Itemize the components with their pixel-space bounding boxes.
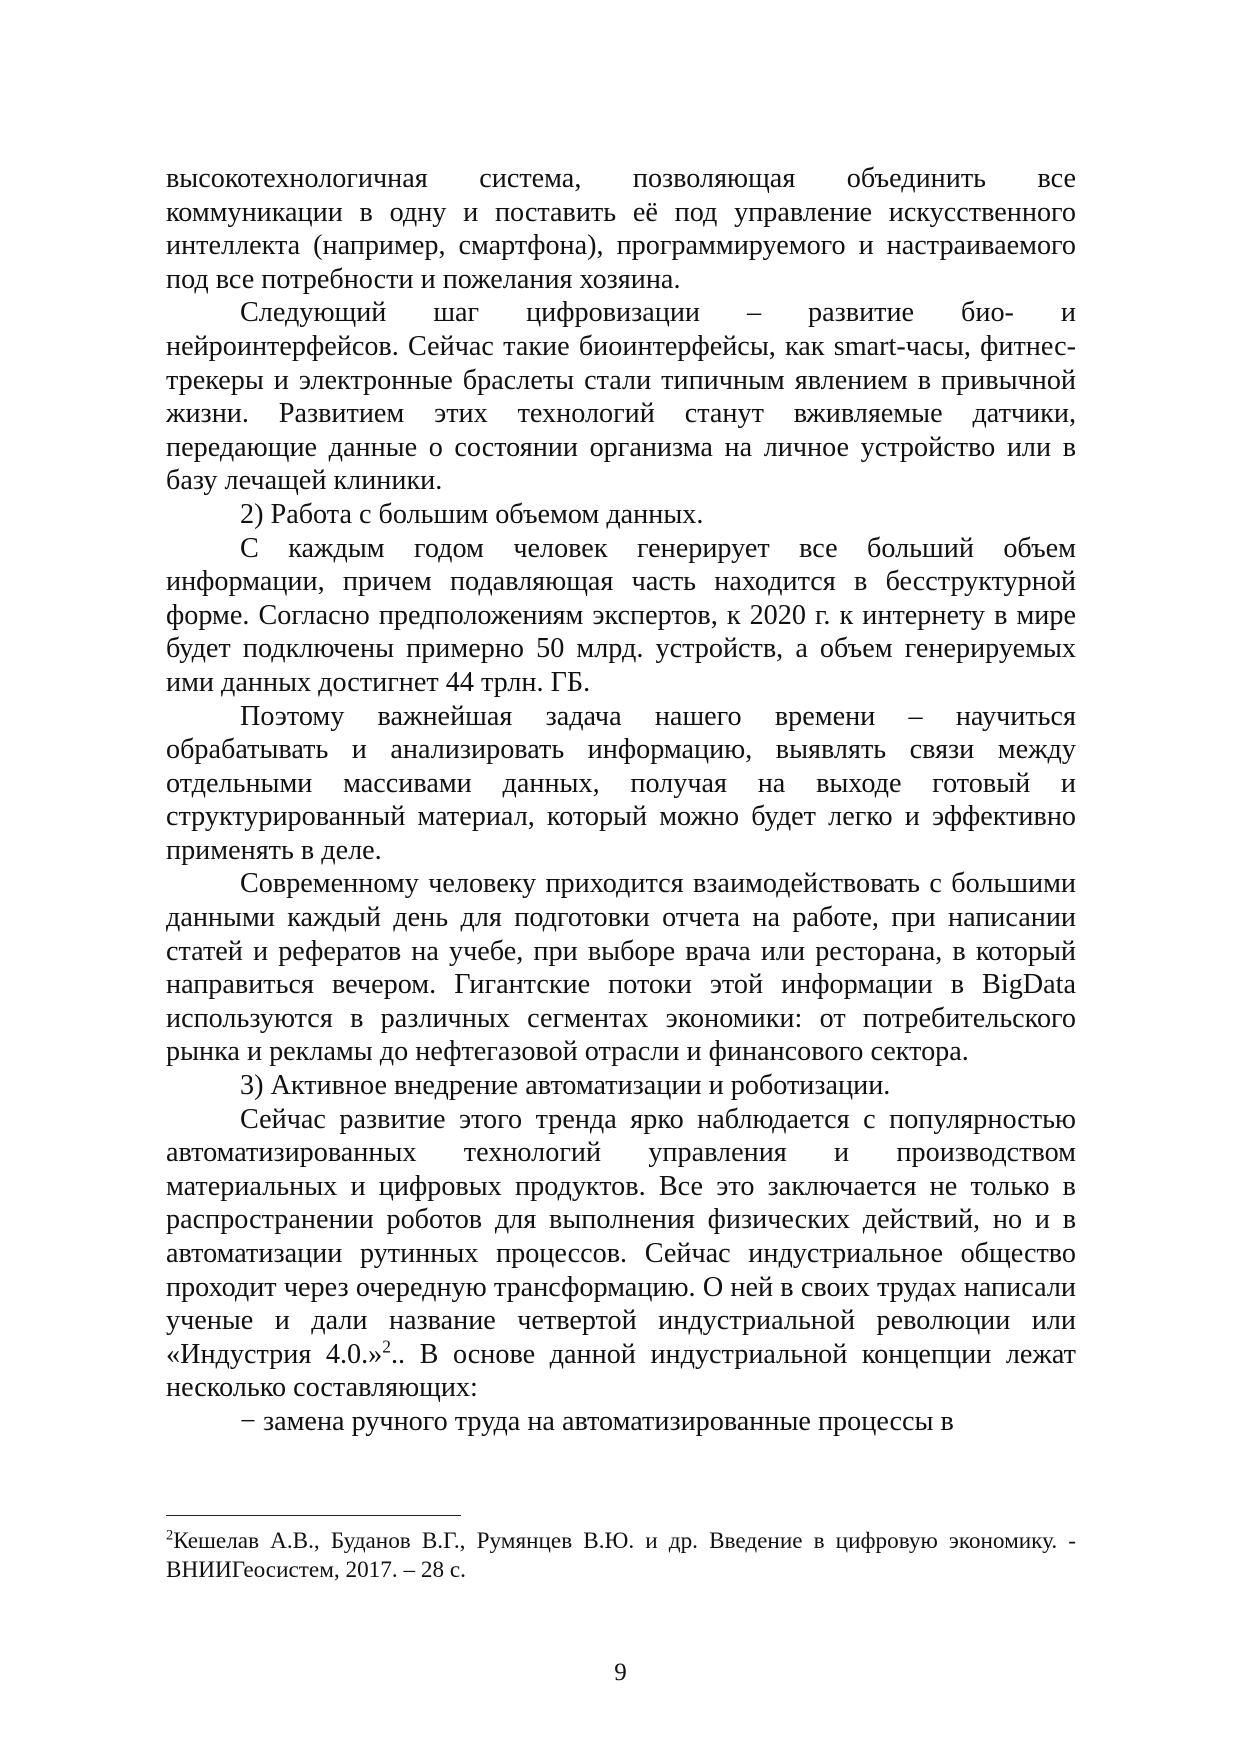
page-number: 9 <box>614 1659 627 1686</box>
paragraph-neurointerfaces: Следующий шаг цифровизации – развитие био- и нейроинтерфейсов. Сейчас такие биоинтерфейсы, как smart-часы, фитнес-трекеры и электронные браслеты стали типичным явлением в привычной жизни. Развитием этих технологий станут вживляемые датчики, передающие данные о состоянии организма на личное устройство или в базу лечащей клиники. <box>166 297 1076 497</box>
paragraph-main-task: Поэтому важнейшая задача нашего времени – научиться обрабатывать и анализировать информацию, выявлять связи между отдельными массивами данных, получая на выходе готовый и структурированный материал, который можно будет легко и эффективно применять в деле. <box>166 700 1076 866</box>
page-body <box>166 162 1076 1439</box>
paragraph-data-volume: С каждым годом человек генерирует все больший объем информации, причем подавляющая часть находится в бесструктурной форме. Согласно предположениям экспертов, к 2020 г. к интернету в мире будет подключены примерно 50 млрд. устройств, а объем генерируемых ими данных достигнет 44 трлн. ГБ. <box>166 532 1076 698</box>
footnote-marker: 2 <box>166 1527 174 1544</box>
footnote-separator <box>166 1515 461 1516</box>
paragraph-bigdata-usage: Современному человеку приходится взаимодействовать с большими данными каждый день для подготовки отчета на работе, при написании статей и рефератов на учебе, при выборе врача или ресторана, в который направиться вечером. Гигантские потоки этой информации в BigData используются в различных сегментах экономики: от потребительского рынка и рекламы до нефтегазовой отрасли и финансового сектора. <box>166 868 1076 1068</box>
list-item-manual-labor: − замена ручного труда на автоматизированные процессы в <box>240 1405 954 1437</box>
paragraph-heading-big-data: 2) Работа с большим объемом данных. <box>240 498 704 530</box>
paragraph-smart-home: высокотехнологичная система, позволяющая объединить все коммуникации в одну и поставить её под управление искусственного интеллекта (например, смартфона), программируемого и настраиваемого под все потребности и пожелания хозяина. <box>166 163 1076 295</box>
paragraph-heading-automation: 3) Активное внедрение автоматизации и роботизации. <box>240 1070 891 1102</box>
paragraph-industry-4 <box>166 1103 1076 1405</box>
footnote <box>166 1527 1076 1584</box>
industry-text-before: Сейчас развитие этого тренда ярко наблюдается с популярностью автоматизированных технологий управления и производством материальных и цифровых продуктов. Все это заключается не только в распространении роботов для выполнения физических действий, но и в автоматизации рутинных процессов. Сейчас индустриальное общество проходит через очередную трансформацию. О ней в своих трудах написали ученые и дали название четвертой индустриальной революции или «Индустрия 4.0.» <box>166 1103 1076 1370</box>
footnote-text: Кешелав А.В., Буданов В.Г., Румянцев В.Ю. и др. Введение в цифровую экономику. - ВНИИГеосистем, 2017. – 28 с. <box>166 1528 1076 1583</box>
footnote-reference[interactable]: 2 <box>382 1336 391 1357</box>
industry-text-after: .. В основе данной индустриальной концепции лежат несколько составляющих: <box>166 1338 1076 1404</box>
